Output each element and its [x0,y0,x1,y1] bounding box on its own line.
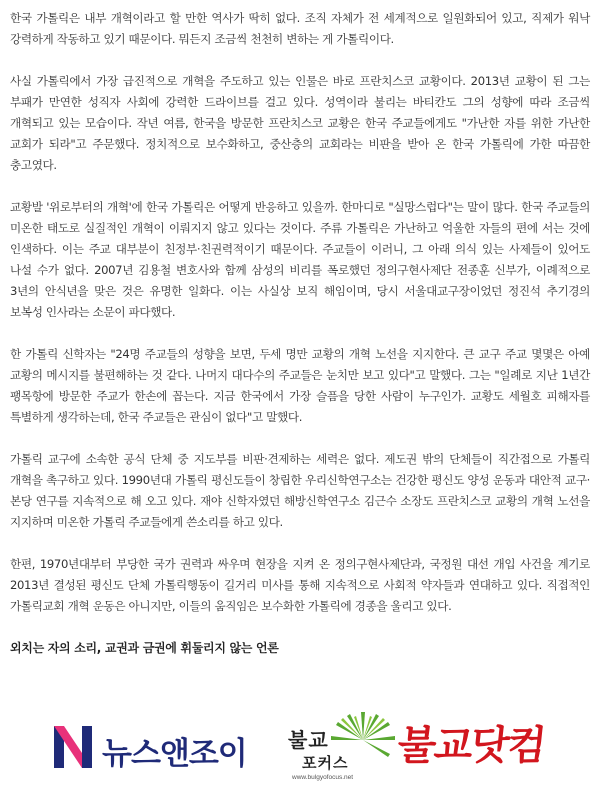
article-paragraph-1: 한국 가톨릭은 내부 개혁이라고 할 만한 역사가 딱히 없다. 조직 자체가 전 세계적으로 일원화되어 있고, 직제가 워낙 강력하게 작동하고 있기 때문이다. 뭐든지 조금씩 천천히 변하는 게 가톨릭이다. [10,11,590,46]
article-body [10,8,590,658]
bulgyofocus-wordmark-bottom: 포커스 [302,754,349,772]
article-paragraph-5: 가톨릭 교구에 소속한 공식 단체 중 지도부를 비판·견제하는 세력은 없다. 제도권 밖의 단체들이 직간접으로 가톨릭 개혁을 촉구하고 있다. 1990년대 가톨릭 평신도들이 창립한 우리신학연구소는 건강한 평신도 양성 운동과 대안적 교구·본당 연구를 지속적으로 해 오고 있다. 재야 신학자였던 해방신학연구소 김근수 소장도 프란치스코 교황의 개혁 노선을 지지하며 미온한 가톨릭 주교들에게 쓴소리를 하고 있다. [10,452,590,529]
bulgyofocus-wordmark-top: 불교 [288,728,329,752]
article-paragraph-4: 한 가톨릭 신학자는 "24명 주교들의 성향을 보면, 두세 명만 교황의 개혁 노선을 지지한다. 큰 교구 주교 몇몇은 아예 교황의 메시지를 불편해하는 것 같다. 나머지 대다수의 주교들은 눈치만 보고 있다"고 말했다. 그는 "일례로 지난 1년간 팽목항에 방문한 주교가 한손에 꼽는다. 지금 한국에서 가장 슬픔을 당한 사람이 누구인가. 교황도 세월호 피해자를 특별하게 생각하는데, 한국 주교들은 관심이 없다"고 말했다. [10,347,590,424]
newsnjoy-n-icon [52,724,96,770]
tagline: 외치는 자의 소리, 교권과 금권에 휘둘리지 않는 언론 [10,641,279,655]
newsnjoy-logo[interactable] [52,724,282,778]
newsnjoy-wordmark: 뉴스앤조이 [102,736,247,772]
article-paragraph-2: 사실 가톨릭에서 가장 급진적으로 개혁을 주도하고 있는 인물은 바로 프란치스코 교황이다. 2013년 교황이 된 그는 부패가 만연한 성직자 사회에 강력한 드라이브를 걸고 있다. 성역이라 불리는 바티칸도 그의 성향에 따라 조금씩 개혁되고 있는 모습이다. 작년 여름, 한국을 방문한 프란치스코 교황은 한국 주교들에게도 "가난한 자를 위한 가난한 교회가 되라"고 주문했다. 정치적으로 보수화하고, 중산층의 교회라는 비판을 받아 온 한국 가톨릭에 가한 따끔한 충고였다. [10,74,590,172]
bulgyofocus-url: www.bulgyofocus.net [292,774,354,781]
bulgyofocus-logo[interactable] [288,710,400,784]
partner-logos [0,700,600,785]
bulgyodotcom-logo[interactable]: 불교닷컴 [395,722,547,769]
article-paragraph-3: 교황발 '위로부터의 개혁'에 한국 가톨릭은 어떻게 반응하고 있을까. 한마디로 "실망스럽다"는 말이 많다. 한국 주교들의 미온한 태도로 실질적인 개혁이 이뤄지지 않고 있다는 것이다. 주류 가톨릭은 가난하고 억울한 자들의 편에 서는 것에 인색하다. 이는 주교 대부분이 친정부·친권력적이기 때문이다. 주교들이 이러니, 그 아래 의식 있는 사제들이 있어도 나설 수가 없다. 2007년 김용철 변호사와 함께 삼성의 비리를 폭로했던 정의구현사제단 전종훈 신부가, 이례적으로 3년의 안식년을 맞은 것은 유명한 일화다. 이는 사실상 보직 해임이며, 당시 서울대교구장이었던 정진석 추기경의 보복성 인사라는 소문이 파다했다. [10,200,590,319]
article-paragraph-6: 한편, 1970년대부터 부당한 국가 권력과 싸우며 현장을 지켜 온 정의구현사제단과, 국정원 대선 개입 사건을 계기로 2013년 결성된 평신도 단체 가톨릭행동이 길거리 미사를 통해 지속적으로 사회적 약자들과 연대하고 있다. 직접적인 가톨릭교회 개혁 운동은 아니지만, 이들의 움직임은 보수화한 가톨릭에 경종을 울리고 있다. [10,557,590,613]
